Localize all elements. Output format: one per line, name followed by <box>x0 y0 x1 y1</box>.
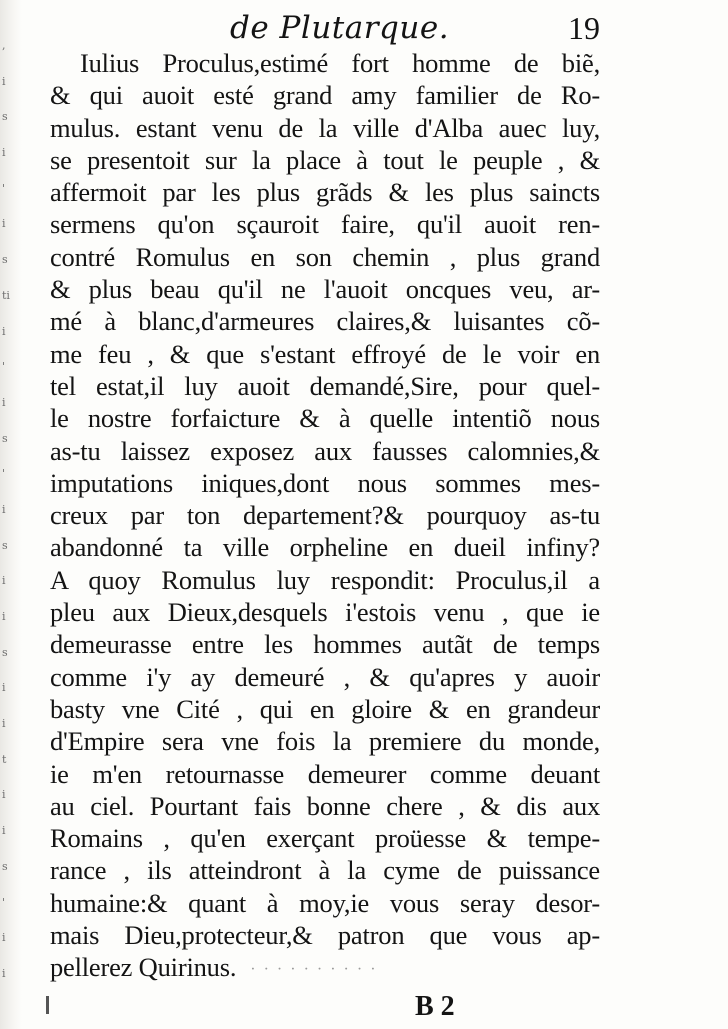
text-line-content: & plus beau qu'il ne l'auoit oncques veu, ar- <box>50 274 600 305</box>
gutter-mark: , <box>2 40 6 52</box>
text-line-content: comme i'y ay demeuré , & qu'apres y auoir <box>50 661 600 692</box>
text-line <box>50 435 600 467</box>
text-line <box>50 854 600 886</box>
text-line-content: se presentoit sur la place à tout le peuple , & <box>50 144 600 175</box>
text-line <box>50 47 600 79</box>
text-line-content: abandonné ta ville orpheline en dueil infiny? <box>50 532 600 563</box>
text-line <box>50 402 600 434</box>
text-line <box>50 725 600 757</box>
gutter-mark: s <box>2 860 8 873</box>
text-line-content: mulus. estant venu de la ville d'Alba auec luy, <box>50 112 600 143</box>
text-line <box>50 208 600 240</box>
text-line-content: le nostre forfaicture & à quelle intentiõ nous <box>50 403 600 434</box>
gutter-mark: i <box>2 825 6 838</box>
gutter-mark: i <box>2 611 6 623</box>
text-line <box>50 79 600 111</box>
gutter-mark: t <box>2 753 7 766</box>
text-line-content: Iulius Proculus,estimé fort homme de biẽ, <box>80 48 600 78</box>
text-line-content: sermens qu'on sçauroit faire, qu'il auoit ren- <box>50 209 600 240</box>
text-line-content: Romains , qu'en exerçant proüesse & tempe- <box>50 823 600 854</box>
text-line <box>50 758 600 790</box>
text-line <box>50 564 600 596</box>
text-line <box>50 370 600 402</box>
gutter-mark: i <box>2 503 6 516</box>
text-line-content: as-tu laissez exposez aux fausses calomnies,& <box>50 435 600 466</box>
text-line <box>50 951 600 983</box>
gutter-mark: s <box>2 111 8 124</box>
running-head-title: de Plutarque. <box>230 10 450 46</box>
text-line-content: mé à blanc,d'armeures claires,& luisantes cõ- <box>50 306 600 337</box>
text-line <box>50 531 600 563</box>
text-line-content: ie m'en retournasse demeurer comme deuant <box>50 758 600 789</box>
text-line <box>50 693 600 725</box>
gutter-mark: ' <box>2 468 6 481</box>
gutter-mark: i <box>2 396 6 409</box>
text-line-content: au ciel. Pourtant fais bonne chere , & dis aux <box>50 790 600 821</box>
gutter-mark: ' <box>2 182 6 195</box>
margin-mark <box>46 996 49 1014</box>
text-line <box>50 176 600 208</box>
text-line <box>50 499 600 531</box>
gutter-mark: i <box>2 75 6 88</box>
text-line <box>50 661 600 693</box>
gutter-mark: s <box>2 254 8 267</box>
gutter-mark: i <box>2 325 6 338</box>
gutter-mark: i <box>2 147 6 160</box>
text-line <box>50 919 600 951</box>
gutter-mark: s <box>2 432 8 445</box>
page-number: 19 <box>568 10 600 46</box>
text-line-content: tel estat,il luy auoit demandé,Sire, pour quel- <box>50 370 600 401</box>
text-line <box>50 112 600 144</box>
gutter-mark: i <box>2 932 6 945</box>
text-line-content: demeurasse entre les hommes autãt de temps <box>50 629 600 660</box>
text-line <box>50 338 600 370</box>
text-line-content: humaine:& quant à moy,ie vous seray desor- <box>50 887 600 918</box>
text-line-content: A quoy Romulus luy respondit: Proculus,il a <box>50 564 600 595</box>
text-line-content: rance , ils atteindront à la cyme de puissance <box>50 855 600 886</box>
gutter-mark: i <box>2 718 6 731</box>
text-line <box>50 305 600 337</box>
text-line-content: me feu , & que s'estant effroyé de le voir en <box>50 338 600 369</box>
text-line-content: d'Empire sera vne fois la premiere du monde, <box>50 726 600 757</box>
running-head <box>60 8 600 48</box>
text-line <box>50 822 600 854</box>
body-text <box>50 47 600 984</box>
gutter-mark: ' <box>2 896 6 909</box>
gutter-mark: i <box>2 218 6 231</box>
text-line <box>50 273 600 305</box>
text-line <box>50 887 600 919</box>
text-line <box>50 144 600 176</box>
gutter-mark: i <box>2 967 6 980</box>
gutter-mark: s <box>2 539 8 552</box>
bleed-through-text: · · · · · · · · · · <box>250 961 378 979</box>
gutter-mark: i <box>2 575 6 588</box>
signature-mark: B 2 <box>415 991 455 1022</box>
gutter-mark: i <box>2 789 6 802</box>
text-line-content: pleu aux Dieux,desquels i'estois venu , que ie <box>50 597 600 628</box>
gutter-mark: s <box>2 646 8 659</box>
text-line-content: contré Romulus en son chemin , plus grand <box>50 241 600 272</box>
text-line-content: creux par ton departement?& pourquoy as-tu <box>50 500 600 531</box>
text-line <box>50 628 600 660</box>
gutter-show-through-marks <box>0 40 22 980</box>
text-line-content: & qui auoit esté grand amy familier de Ro- <box>50 80 600 111</box>
gutter-mark: i <box>2 682 6 695</box>
text-line <box>50 241 600 273</box>
text-line <box>50 596 600 628</box>
text-line <box>50 790 600 822</box>
text-line-content: imputations iniques,dont nous sommes mes- <box>50 467 600 498</box>
text-line <box>50 467 600 499</box>
gutter-mark: ' <box>2 361 6 374</box>
gutter-mark: ti <box>2 289 10 302</box>
text-line-content: pellerez Quirinus. <box>50 952 237 983</box>
text-line-content: basty vne Cité , qui en gloire & en grandeur <box>50 693 600 724</box>
text-line-content: mais Dieu,protecteur,& patron que vous ap- <box>50 920 600 951</box>
text-line-content: affermoit par les plus grãds & les plus saincts <box>50 177 600 208</box>
